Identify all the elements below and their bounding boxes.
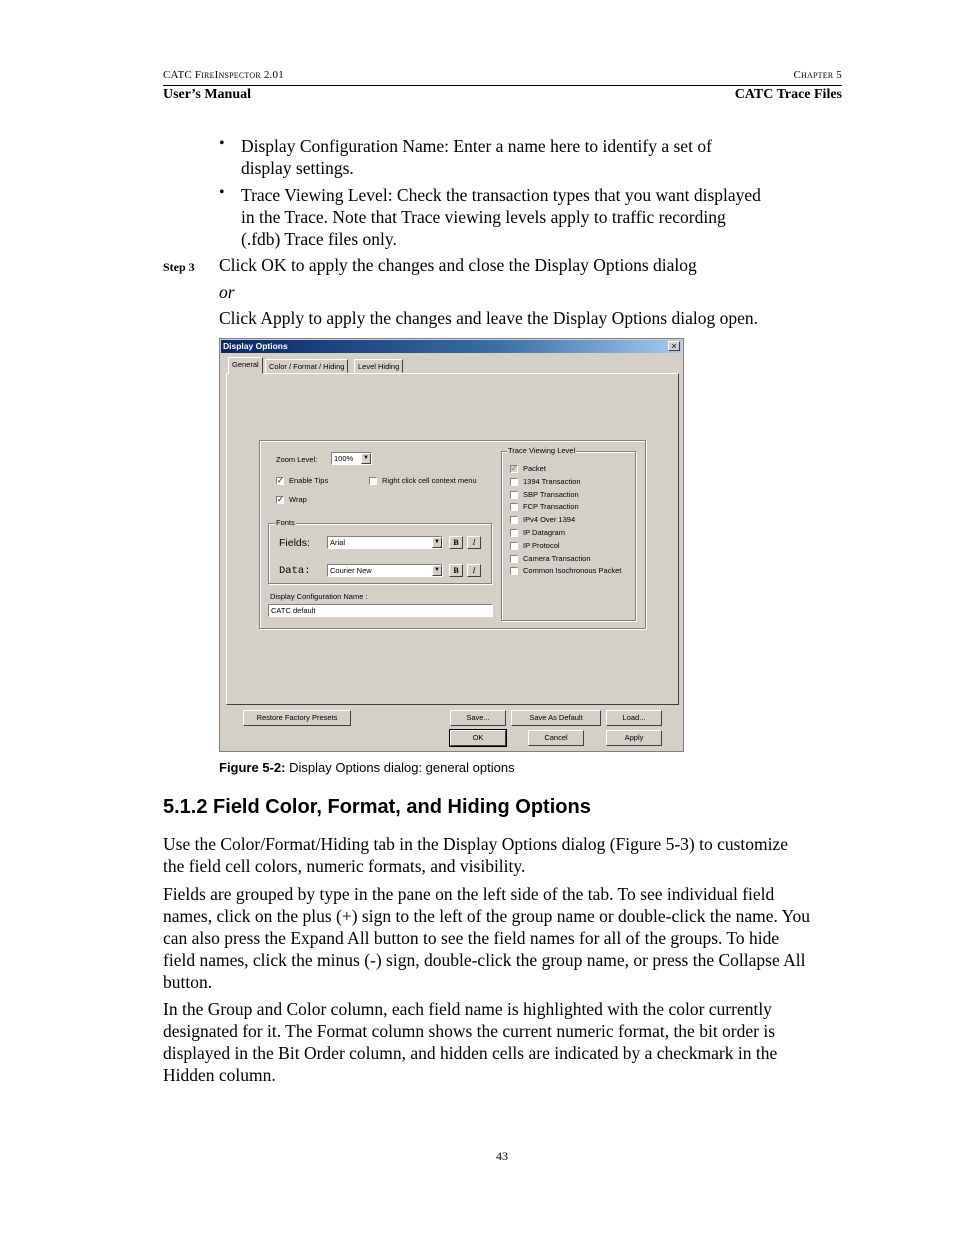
wrap-label: Wrap (289, 495, 307, 504)
paragraph-line: can also press the Expand All button to see the field names for all of the groups. To hide (163, 928, 780, 948)
paragraph-line: Use the Color/Format/Hiding tab in the Display Options dialog (Figure 5-3) to customize (163, 834, 789, 854)
zoom-value: 100% (334, 454, 354, 463)
save-as-default-button[interactable]: Save As Default (511, 710, 601, 726)
paragraph-line: field names, click the minus (-) sign, double-click the group name, or press the Collapse All (163, 950, 806, 970)
trace-level-label: 1394 Transaction (523, 476, 581, 486)
zoom-label: Zoom Level: (276, 455, 318, 464)
bullet-marker: • (219, 184, 225, 201)
paragraph (163, 998, 777, 1086)
paragraph-line: button. (163, 972, 213, 992)
paragraph (163, 833, 788, 877)
paragraph-line: In the Group and Color column, each field name is highlighted with the color currently (163, 999, 772, 1019)
fields-font-value: Arial (330, 538, 346, 547)
trace-level-group-label: Trace Viewing Level (508, 446, 576, 455)
load-button[interactable]: Load... (606, 710, 662, 726)
bullet-item (241, 184, 761, 250)
trace-level-label: FCP Transaction (523, 502, 579, 512)
close-icon[interactable]: × (668, 341, 680, 351)
ok-button[interactable]: OK (450, 730, 506, 746)
trace-level-checkbox[interactable] (510, 478, 518, 486)
trace-level-checkbox[interactable] (510, 555, 518, 563)
paragraph-line: displayed in the Bit Order column, and hidden cells are indicated by a checkmark in the (163, 1043, 778, 1063)
trace-level-checkbox[interactable] (510, 503, 518, 511)
header-manual: User’s Manual (163, 87, 252, 102)
header-chapter: Chapter 5 (793, 69, 842, 81)
step-alt-text: Click Apply to apply the changes and leave the Display Options dialog open. (219, 308, 758, 328)
trace-level-label: Common Isochronous Packet (523, 566, 622, 576)
general-tab-panel (226, 373, 679, 705)
paragraph-line: Hidden column. (163, 1065, 276, 1085)
section-title: 5.1.2 Field Color, Format, and Hiding Options (163, 796, 591, 818)
step-label: Step 3 (163, 260, 195, 274)
bullet-item (241, 135, 712, 179)
enable-tips-checkbox[interactable]: ✓ (277, 476, 284, 485)
zoom-select[interactable] (331, 452, 372, 465)
chevron-down-icon[interactable]: ▼ (432, 565, 442, 576)
fonts-group (268, 518, 492, 584)
header-product: CATC FireInspector 2.01 (163, 69, 284, 81)
chevron-down-icon[interactable]: ▼ (432, 537, 442, 548)
step-text: Click OK to apply the changes and close the Display Options dialog (219, 255, 697, 275)
paragraph-line: designated for it. The Format column shows the current numeric format, the bit order is (163, 1021, 776, 1041)
data-bold-button[interactable]: B (449, 564, 463, 577)
save-button[interactable]: Save... (450, 710, 506, 726)
dialog-titlebar (221, 340, 682, 353)
fields-italic-button[interactable]: I (467, 536, 481, 549)
trace-level-checkbox[interactable] (510, 567, 518, 575)
settings-group (259, 440, 646, 629)
trace-level-label: Camera Transaction (523, 553, 591, 563)
data-italic-button[interactable]: I (467, 564, 481, 577)
trace-level-checkbox[interactable] (510, 491, 518, 499)
fields-label: Fields: (279, 537, 310, 549)
trace-level-group (501, 446, 636, 621)
trace-level-label: Packet (523, 464, 546, 473)
enable-tips-label: Enable Tips (289, 476, 329, 485)
paragraph-line: the field cell colors, numeric formats, and visibility. (163, 856, 526, 876)
chevron-down-icon[interactable]: ▼ (361, 453, 371, 464)
trace-level-checkbox[interactable] (510, 542, 518, 550)
data-label: Data: (279, 565, 311, 577)
paragraph-line: Fields are grouped by type in the pane on the left side of the tab. To see individual field (163, 884, 775, 904)
paragraph (163, 883, 810, 993)
bullet-line: in the Trace. Note that Trace viewing levels apply to traffic recording (241, 207, 726, 227)
step-or: or (219, 282, 235, 302)
tab-color-format-hiding[interactable]: Color / Format / Hiding (265, 359, 348, 373)
trace-level-label: SBP Transaction (523, 489, 579, 499)
data-font-select[interactable] (327, 564, 443, 577)
trace-level-label: IP Datagram (523, 528, 565, 537)
bullet-line: display settings. (241, 158, 354, 178)
figure-caption (219, 760, 515, 775)
wrap-checkbox[interactable]: ✓ (277, 495, 284, 504)
apply-button[interactable]: Apply (606, 730, 662, 746)
bullet-line: Trace Viewing Level: Check the transaction types that you want displayed (241, 185, 761, 205)
dialog-title: Display Options (223, 341, 288, 351)
fonts-group-label: Fonts (276, 518, 295, 527)
header-section: CATC Trace Files (734, 87, 842, 102)
bullet-line: Display Configuration Name: Enter a name here to identify a set of (241, 136, 712, 156)
bullet-line: (.fdb) Trace files only. (241, 229, 397, 249)
tab-level-hiding[interactable]: Level Hiding (354, 359, 403, 373)
header-rule (163, 85, 842, 86)
fields-bold-button[interactable]: B (449, 536, 463, 549)
trace-level-checkbox[interactable] (510, 516, 518, 524)
tab-general[interactable]: General (228, 357, 263, 374)
config-name-label: Display Configuration Name : (270, 592, 368, 601)
display-options-dialog (219, 338, 684, 752)
trace-level-label: IPv4 Over 1394 (523, 515, 576, 525)
trace-level-checkbox[interactable]: ✓ (511, 464, 518, 473)
figure-caption-text: Display Options dialog: general options (289, 760, 515, 775)
cancel-button[interactable]: Cancel (528, 730, 584, 746)
fields-font-select[interactable] (327, 536, 443, 549)
bullet-marker: • (219, 135, 225, 152)
restore-presets-button[interactable]: Restore Factory Presets (243, 710, 351, 726)
paragraph-line: names, click on the plus (+) sign to the left of the group name or double-click the name. You (163, 906, 811, 926)
trace-level-checkbox[interactable] (510, 529, 518, 537)
data-font-value: Courier New (330, 566, 372, 575)
right-click-label: Right click cell context menu (382, 476, 477, 485)
trace-level-label: IP Protocol (523, 540, 560, 550)
config-name-input[interactable]: CATC default (268, 604, 493, 617)
right-click-checkbox[interactable] (369, 477, 377, 485)
page-number: 43 (496, 1149, 508, 1163)
figure-caption-label: Figure 5-2: (219, 760, 286, 775)
